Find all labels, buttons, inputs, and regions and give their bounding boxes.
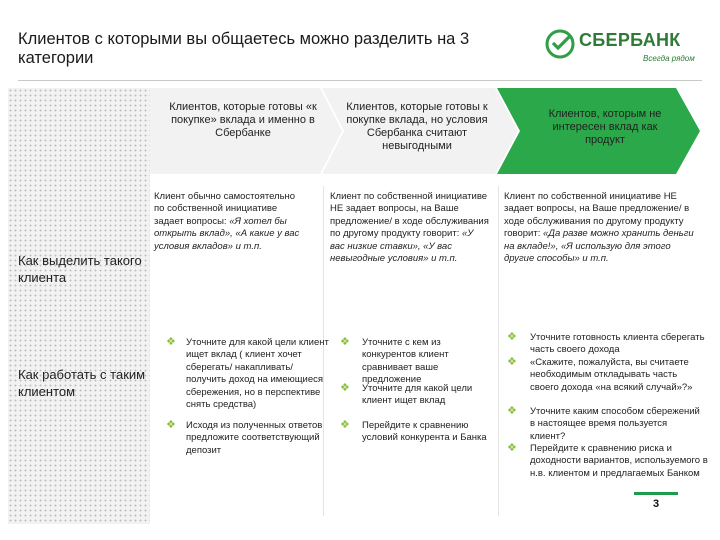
category-header-3: Клиентов, которым не интересен вклад как продукт — [548, 108, 662, 146]
identify-text-2: Клиент по собственной инициативе НЕ задает вопросы, на Ваше предложение/ в ходе обслуживания по другому продукту говорит: «У вас низкие ставки», «У вас невыгодные условия» и т.п. — [330, 191, 489, 265]
diamond-cross-icon: ❖ — [340, 382, 350, 394]
action-3-4: Перейдите к сравнению риска и доходности вариантов, используемого в н.в. клиентом и предлагаемых Банком — [530, 443, 708, 479]
row-label-work: Как работать с таким клиентом — [18, 367, 146, 399]
category-header-2: Клиентов, которые готовы к покупке вклада, но условия Сбербанка считают невыгодными — [346, 101, 488, 152]
logo-name: СБЕРБАНК — [579, 30, 681, 50]
action-3-2: «Скажите, пожалуйста, вы считаете необходимым откладывать часть своего дохода «на всякий случай»?» — [530, 357, 693, 393]
row-labels-panel — [8, 88, 150, 524]
action-3-1: Уточните готовность клиента сберегать часть своего дохода — [530, 332, 705, 356]
diamond-cross-icon: ❖ — [507, 331, 517, 343]
sberbank-logo — [545, 26, 705, 68]
category-header-1: Клиентов, которые готовы «к покупке» вклада и именно в Сбербанке — [169, 101, 317, 139]
action-3-3: Уточните каким способом сбережений в настоящее время пользуется клиент? — [530, 406, 700, 442]
page-number: 3 — [634, 492, 678, 513]
diamond-cross-icon: ❖ — [166, 419, 176, 431]
row-label-identify: Как выделить такого клиента — [18, 253, 142, 285]
column-divider — [498, 186, 499, 516]
action-2-2: Уточните для какой цели клиент ищет вклад — [362, 383, 473, 407]
header-divider — [18, 80, 702, 81]
diamond-cross-icon: ❖ — [507, 405, 517, 417]
diamond-cross-icon: ❖ — [340, 336, 350, 348]
diamond-cross-icon: ❖ — [340, 419, 350, 431]
action-1-2: Исходя из полученных ответов предложите соответствующий депозит — [186, 420, 323, 456]
action-2-1: Уточните с кем из конкурентов клиент сравнивает ваше предложение — [362, 337, 449, 386]
identify-text-1: Клиент обычно самостоятельно по собственной инициативе задает вопросы: «Я хотел бы открыть вклад», «А какие у вас условия вкладов» и т.п. — [154, 191, 300, 252]
sber-check-icon — [545, 29, 575, 59]
logo-slogan: Всегда рядом — [643, 54, 695, 63]
action-2-3: Перейдите к сравнению условий конкурента и Банка — [362, 420, 487, 444]
diamond-cross-icon: ❖ — [166, 336, 176, 348]
slide-title: Клиентов с которыми вы общаетесь можно разделить на 3 категории — [18, 30, 470, 67]
diamond-cross-icon: ❖ — [507, 442, 517, 454]
diamond-cross-icon: ❖ — [507, 356, 517, 368]
action-1-1: Уточните для какой цели клиент ищет вклад ( клиент хочет сберегать/ накапливать/ получить доход на имеющиеся сбережения, но в перспективе снять средства) — [186, 337, 329, 411]
identify-text-3: Клиент по собственной инициативе НЕ задает вопросы, на Ваше предложение/ в ходе обслуживания по другому продукту говорит: «Да разве можно хранить деньги на вкладе!», «Я использую для этого другие способы» и т.п. — [504, 191, 694, 265]
